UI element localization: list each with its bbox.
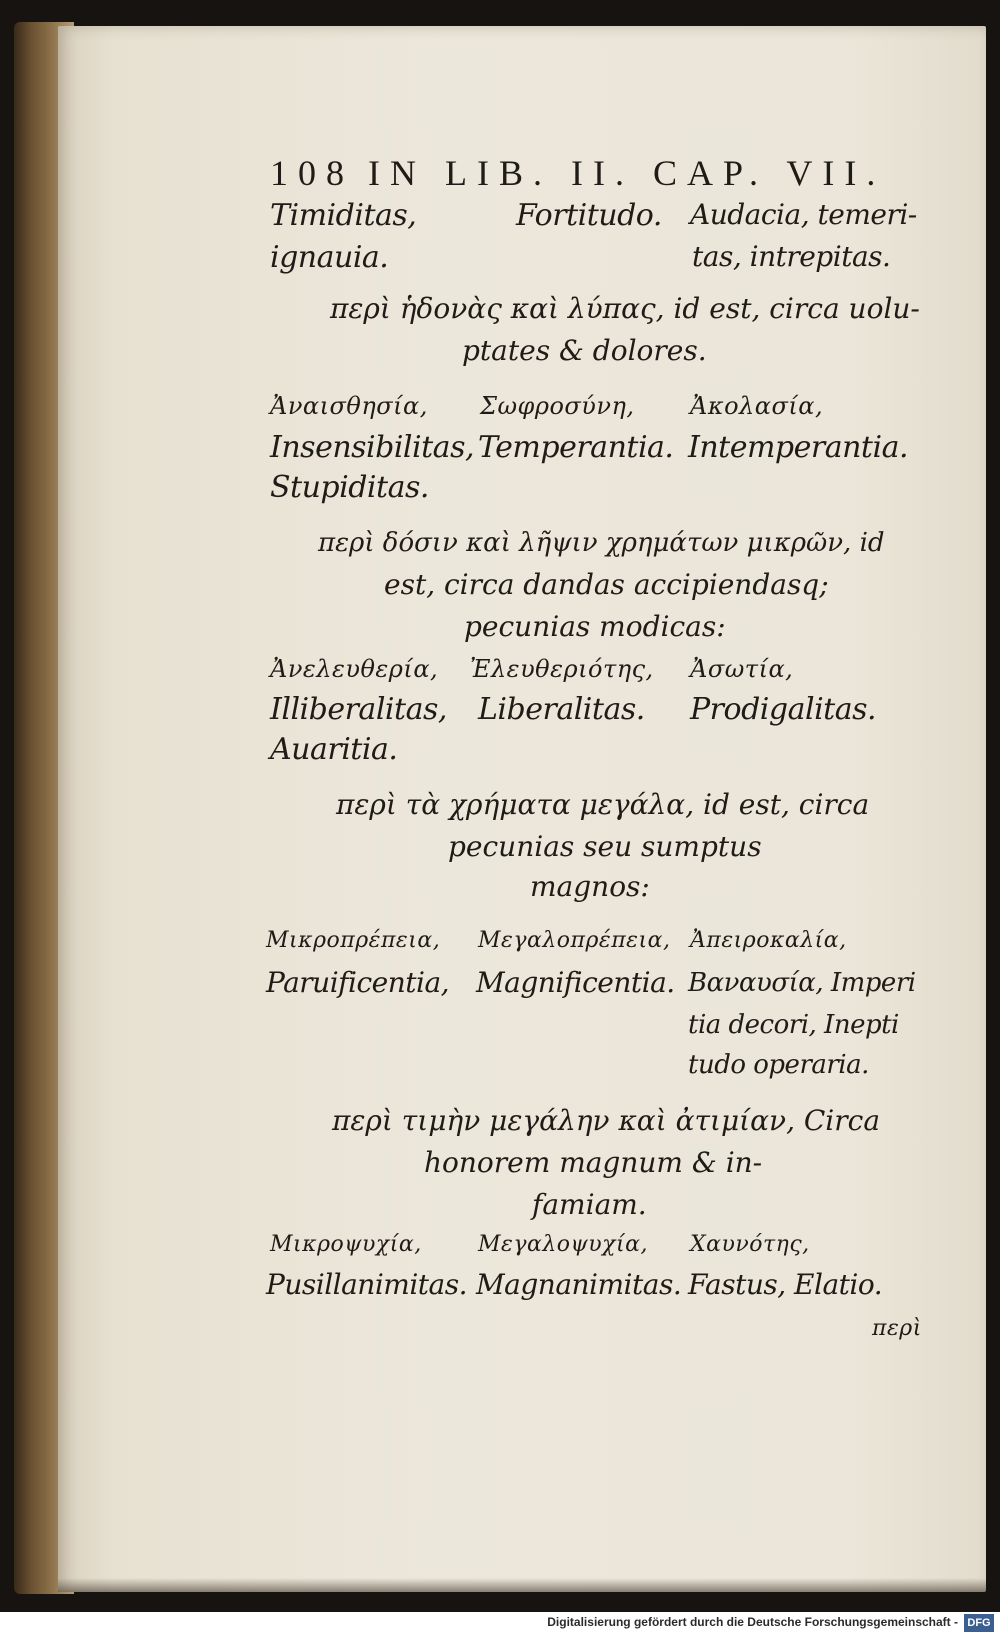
vice-deficiency-latin: Illiberalitas, <box>270 692 447 727</box>
vice-excess-latin-cont2: tudo operaria. <box>688 1050 869 1080</box>
vice-excess-latin: Fastus, Elatio. <box>688 1268 883 1301</box>
vice-excess-latin: Prodigalitas. <box>690 692 877 727</box>
vice-deficiency-latin: Insensibilitas, <box>270 430 474 465</box>
vice-excess-latin-cont1: tia decori, Inepti <box>688 1010 899 1040</box>
catchword: περὶ <box>872 1316 922 1341</box>
vice-deficiency-latin: Pusillanimitas. <box>266 1268 468 1301</box>
section-heading-money-large-line2: pecunias seu sumptus <box>448 830 762 863</box>
virtue-greek: Μεγαλοψυχία, <box>478 1232 648 1257</box>
vice-deficiency-latin-alt: ignauia. <box>270 240 389 275</box>
dfg-logo: DFG <box>964 1614 994 1632</box>
page-number: 108 <box>270 153 354 193</box>
section-heading-money-large-line1: περὶ τὰ χρήματα μεγάλα, id est, circa <box>336 788 870 821</box>
vice-deficiency-greek: Ἀνελευθερία, <box>270 655 439 683</box>
virtue-greek: Ἐλευθεριότης, <box>470 655 654 683</box>
running-title: IN LIB. II. CAP. VII. <box>368 153 886 193</box>
page-bottom-shadow <box>58 1578 986 1592</box>
virtue-latin: Magnanimitas. <box>476 1268 682 1301</box>
section-heading-money-small-line1: περὶ δόσιν καὶ λῆψιν χρημάτων μικρῶν, id <box>318 528 885 558</box>
virtue-latin: Magnificentia. <box>476 966 675 999</box>
virtue-latin: Temperantia. <box>478 430 674 465</box>
vice-excess-greek: Ἀσωτία, <box>690 655 794 683</box>
vice-deficiency-latin-alt: Stupiditas. <box>270 470 429 505</box>
vice-deficiency-greek: Ἀναισθησία, <box>270 392 428 420</box>
section-heading-money-large-line3: magnos: <box>530 870 650 903</box>
footer-credit-text: Digitalisierung gefördert durch die Deutsche Forschungsgemeinschaft - <box>547 1615 958 1629</box>
virtue-latin: Fortitudo. <box>516 198 662 233</box>
section-heading-honor-line1: περὶ τιμὴν μεγάλην καὶ ἀτιμίαν, Circa <box>332 1104 881 1137</box>
virtue-greek: Μεγαλοπρέπεια, <box>478 928 671 953</box>
virtue-greek: Σωφροσύνη, <box>480 392 635 420</box>
vice-excess-latin: Βαναυσία, Imperi <box>688 968 916 998</box>
section-heading-pleasures-line2: ptates & dolores. <box>462 334 707 367</box>
vice-deficiency-latin: Paruificentia, <box>266 966 450 999</box>
section-heading-money-small-line2: est, circa dandas accipiendasq; <box>384 568 829 601</box>
vice-deficiency-greek: Μικροπρέπεια, <box>266 928 441 953</box>
vice-excess-latin-alt: tas, intrepitas. <box>692 240 891 273</box>
digitization-footer <box>0 1612 1000 1635</box>
virtue-latin: Liberalitas. <box>478 692 645 727</box>
vice-deficiency-latin-alt: Auaritia. <box>270 732 398 767</box>
vice-excess-greek: Χαυνότης, <box>690 1232 810 1257</box>
section-heading-honor-line3: famiam. <box>532 1188 647 1221</box>
section-heading-pleasures-line1: περὶ ἡδονὰς καὶ λύπας, id est, circa uolu- <box>330 292 920 325</box>
vice-excess-greek: Ἀκολασία, <box>690 392 824 420</box>
vice-excess-greek: Ἀπειροκαλία, <box>690 928 847 953</box>
vice-deficiency-latin: Timiditas, <box>270 198 417 233</box>
section-heading-money-small-line3: pecunias modicas: <box>464 610 726 643</box>
section-heading-honor-line2: honorem magnum & in- <box>424 1146 763 1179</box>
vice-excess-latin: Audacia, temeri- <box>690 198 917 231</box>
vice-excess-latin: Intemperantia. <box>688 430 909 465</box>
vice-deficiency-greek: Μικροψυχία, <box>270 1232 422 1257</box>
